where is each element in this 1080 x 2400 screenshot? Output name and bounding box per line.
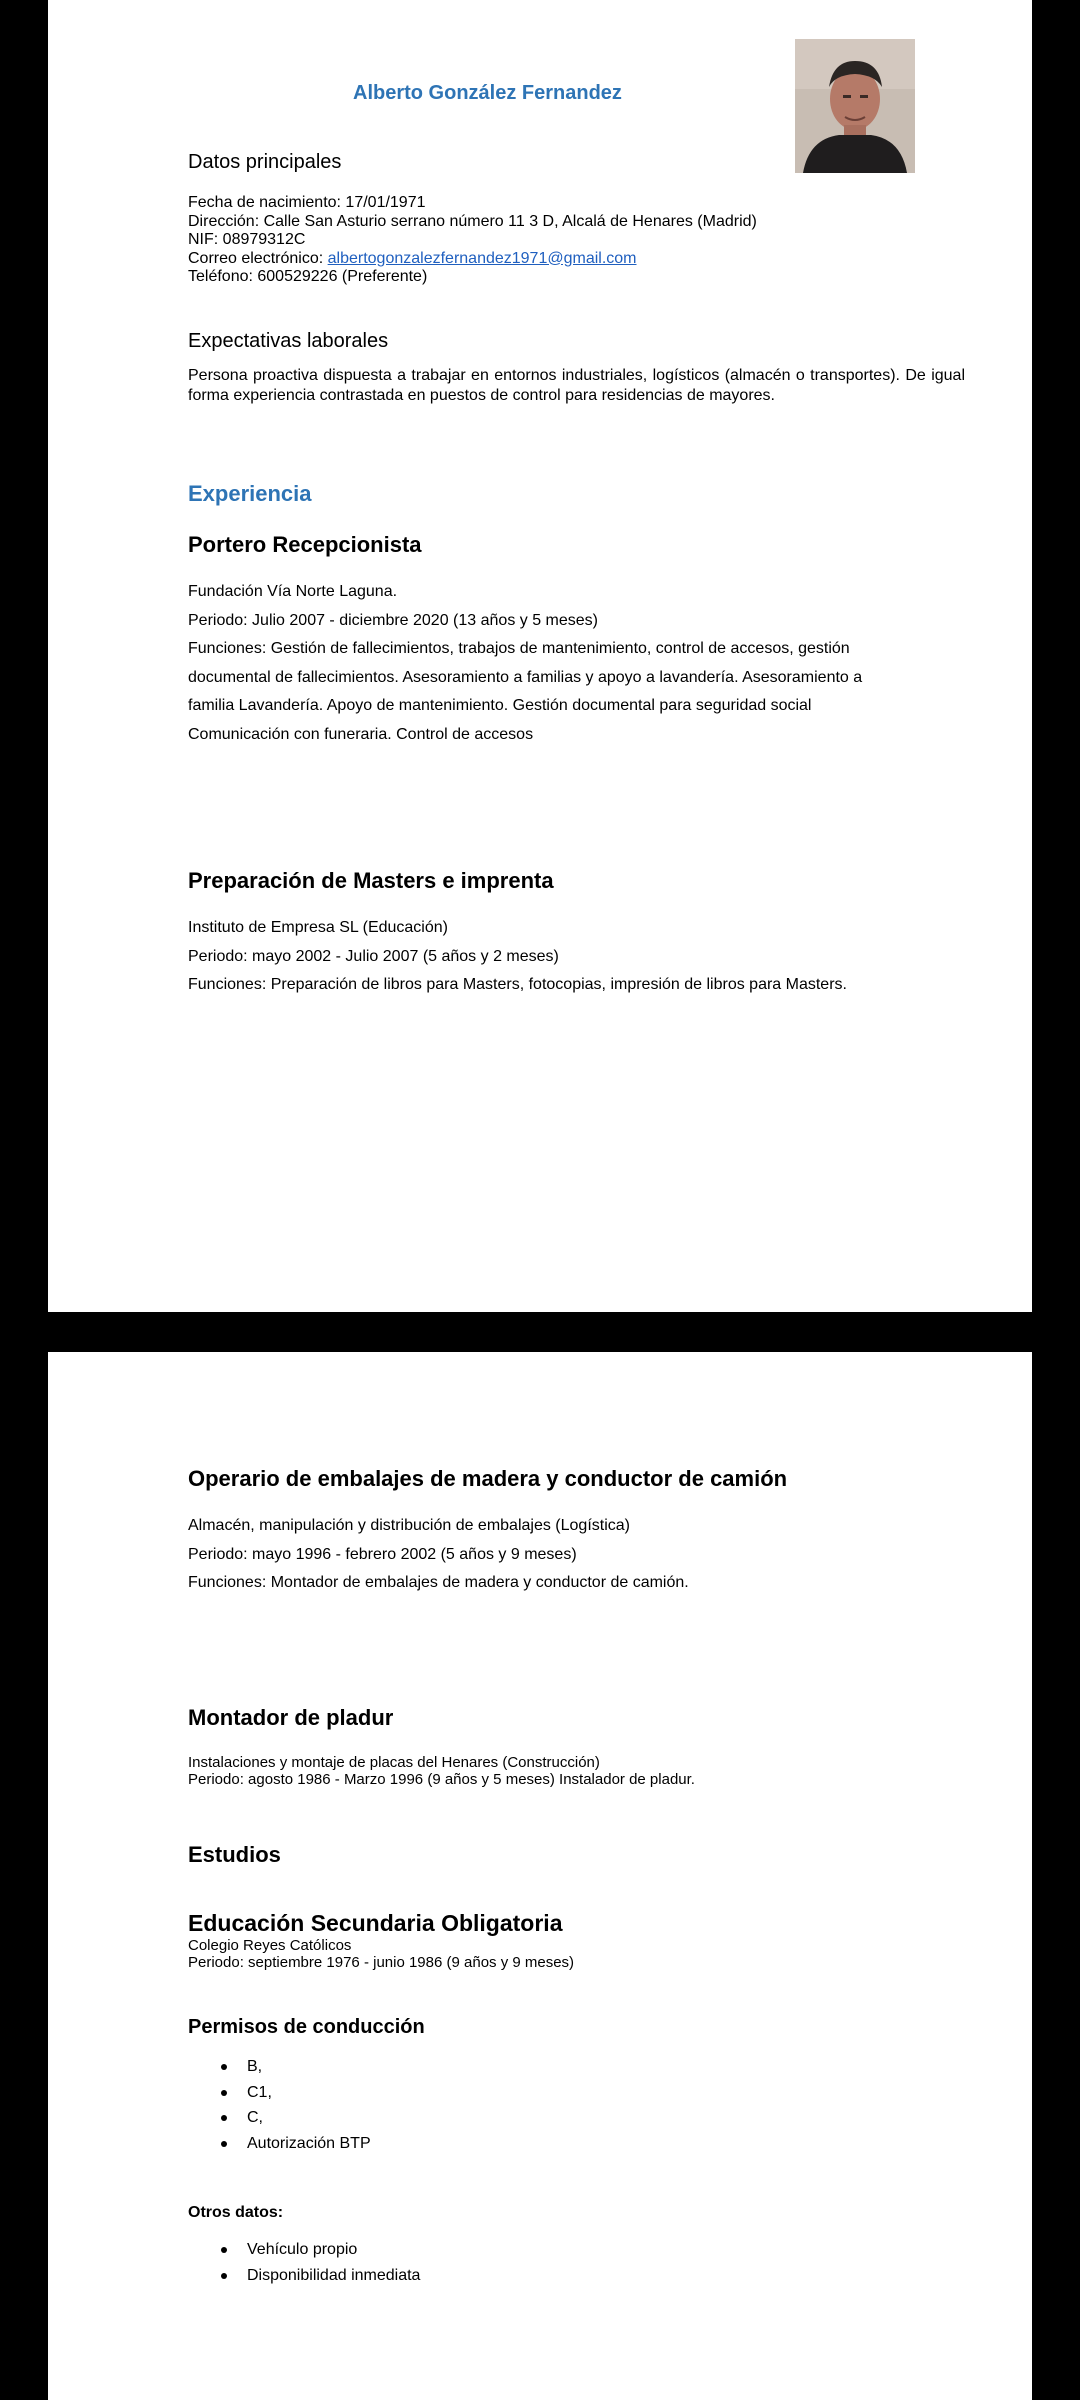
section-heading-otros: Otros datos: <box>188 2204 284 2221</box>
job-period: Periodo: Julio 2007 - diciembre 2020 (13 años y 5 meses) <box>188 611 598 629</box>
list-item: Vehículo propio <box>188 2237 965 2263</box>
job-title: Montador de pladur <box>188 1705 394 1730</box>
job-title: Operario de embalajes de madera y conductor de camión <box>188 1466 788 1491</box>
job-company: Almacén, manipulación y distribución de embalajes (Logística) <box>188 1517 630 1534</box>
job-company: Instalaciones y montaje de placas del Henares (Construcción) <box>188 1754 600 1771</box>
address: Dirección: Calle San Asturio serrano número 11 3 D, Alcalá de Henares (Madrid) <box>188 212 757 230</box>
permisos-list <box>188 2054 965 2156</box>
document-page-1 <box>48 0 1032 1312</box>
job-entry <box>188 868 965 1000</box>
otros-list <box>188 2237 965 2288</box>
permisos-section <box>188 2016 965 2156</box>
job-company: Instituto de Empresa SL (Educación) <box>188 919 448 936</box>
email-label: Correo electrónico: <box>188 249 328 267</box>
list-item: B, <box>188 2054 965 2080</box>
education-entry <box>188 1910 965 1971</box>
job-functions-line: Funciones: Preparación de libros para Masters, fotocopias, impresión de libros para Masters. <box>188 976 847 993</box>
section-heading-datos: Datos principales <box>188 151 342 173</box>
job-company: Fundación Vía Norte Laguna. <box>188 583 398 600</box>
education-period: Periodo: septiembre 1976 - junio 1986 (9 años y 9 meses) <box>188 1954 575 1971</box>
job-period: Periodo: agosto 1986 - Marzo 1996 (9 años y 5 meses) Instalador de pladur. <box>188 1771 695 1788</box>
candidate-name: Alberto González Fernandez <box>353 82 622 104</box>
nif: NIF: 08979312C <box>188 231 306 248</box>
list-item: Disponibilidad inmediata <box>188 2263 965 2289</box>
expectativas-text: Persona proactiva dispuesta a trabajar en entornos industriales, logísticos (almacén o transportes). De igual forma experiencia contrastada en puestos de control para residencias de mayores. <box>188 367 965 404</box>
phone: Teléfono: 600529226 (Preferente) <box>188 268 428 285</box>
otros-section <box>188 2204 965 2288</box>
education-school: Colegio Reyes Católicos <box>188 1937 352 1954</box>
section-heading-experiencia: Experiencia <box>188 481 312 506</box>
job-title: Preparación de Masters e imprenta <box>188 868 554 893</box>
list-item: Autorización BTP <box>188 2131 965 2157</box>
job-functions-line: Comunicación con funeraria. Control de accesos <box>188 725 534 743</box>
section-heading-permisos: Permisos de conducción <box>188 2016 425 2038</box>
section-heading-expectativas: Expectativas laborales <box>188 330 389 352</box>
job-functions-line: documental de fallecimientos. Asesoramiento a familias y apoyo a lavandería. Asesoramiento a <box>188 668 863 686</box>
document-page-2 <box>48 1352 1032 2400</box>
job-functions-line: Funciones: Gestión de fallecimientos, trabajos de mantenimiento, control de accesos, gestión <box>188 640 850 657</box>
education-title: Educación Secundaria Obligatoria <box>188 1910 563 1936</box>
job-entry <box>188 1466 965 1598</box>
job-functions-line: Funciones: Montador de embalajes de madera y conductor de camión. <box>188 1574 689 1591</box>
section-heading-estudios: Estudios <box>188 1842 281 1867</box>
expectativas-section <box>188 330 965 405</box>
job-entry <box>188 532 965 749</box>
list-item: C1, <box>188 2080 965 2106</box>
job-entry <box>188 1705 965 1788</box>
list-item: C, <box>188 2105 965 2131</box>
email-line <box>188 250 965 269</box>
email-link[interactable]: albertogonzalezfernandez1971@gmail.com <box>327 249 637 267</box>
datos-principales-section <box>188 151 965 287</box>
birth-date: Fecha de nacimiento: 17/01/1971 <box>188 194 426 211</box>
job-period: Periodo: mayo 1996 - febrero 2002 (5 años y 9 meses) <box>188 1545 577 1563</box>
job-period: Periodo: mayo 2002 - Julio 2007 (5 años y 2 meses) <box>188 947 559 965</box>
job-functions-line: familia Lavandería. Apoyo de mantenimiento. Gestión documental para seguridad social <box>188 697 812 714</box>
job-title: Portero Recepcionista <box>188 532 422 557</box>
